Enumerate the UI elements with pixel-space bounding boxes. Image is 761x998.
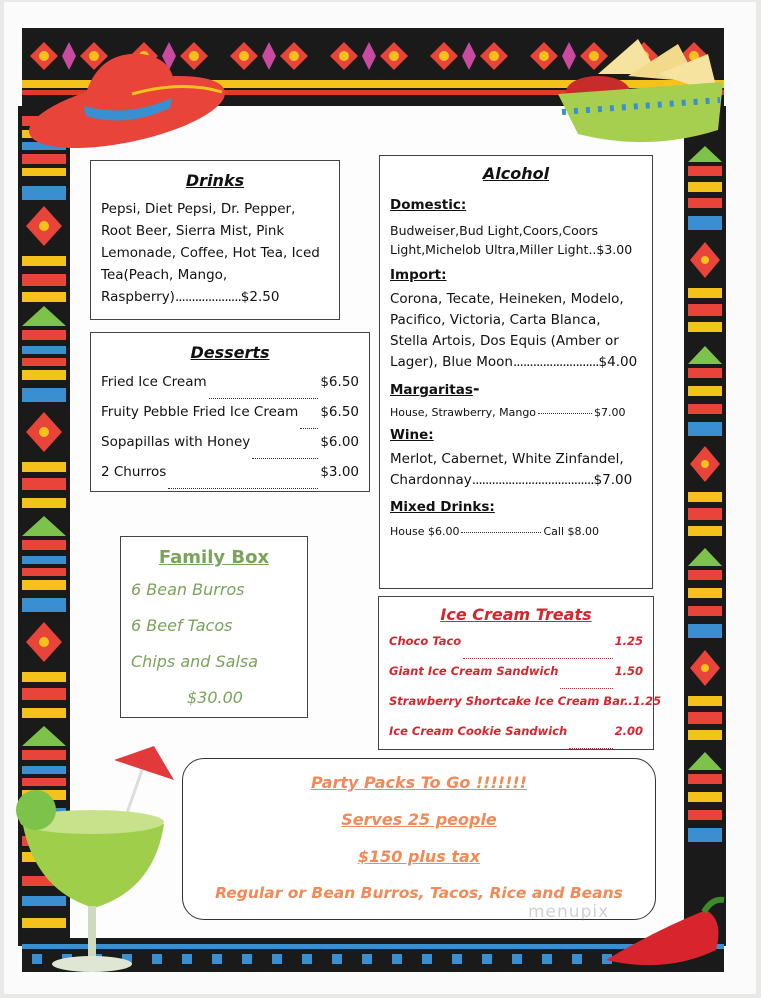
- decorative-border-right: [684, 106, 726, 946]
- family-box-title: Family Box: [158, 547, 270, 568]
- watermark: menupix: [528, 902, 610, 922]
- family-box-price: $30.00: [187, 688, 243, 707]
- family-box-section: [120, 536, 308, 718]
- alcohol-title: Alcohol: [482, 164, 550, 183]
- drinks-list: Pepsi, Diet Pepsi, Dr. Pepper, Root Beer, Sierra Mist, Pink Lemonade, Coffee, Hot Tea, Iced Tea(Peach, Mango, Raspberry)....................$2.50: [101, 201, 320, 305]
- margarita-glass-icon: [14, 740, 184, 975]
- party-packs-serves: Serves 25 people: [341, 810, 497, 829]
- drinks-price: $2.50: [240, 289, 280, 305]
- import-price: $4.00: [598, 354, 638, 370]
- ice-cream-section: [378, 596, 662, 750]
- list-item: Choco Taco 1.25: [389, 634, 643, 664]
- domestic-price: $3.00: [596, 242, 633, 257]
- mixed-drinks-row: House $6.00 Call $8.00: [390, 525, 599, 538]
- desserts-list: [101, 374, 359, 494]
- domestic-label: Domestic:: [390, 197, 467, 213]
- aztec-pattern-right: [684, 106, 726, 946]
- list-item: Ice Cream Cookie Sandwich 2.00: [389, 724, 643, 754]
- drinks-text: Pepsi, Diet Pepsi, Dr. Pepper, Root Beer, Sierra Mist, Pink Lemonade, Coffee, Hot Tea, Iced Tea(Peach, Mango, Raspberry): [101, 201, 320, 305]
- list-item: Chips and Salsa: [131, 652, 259, 671]
- drinks-section: [90, 160, 340, 320]
- party-packs-price: $150 plus tax: [357, 847, 481, 866]
- import-text-block: Corona, Tecate, Heineken, Modelo, Pacifico, Victoria, Carta Blanca, Stella Artois, Dos Equis (Amber or Lager), Blue Moon..........................$4.00: [390, 291, 638, 370]
- domestic-text-block: Budweiser,Bud Light,Coors,Coors Light,Michelob Ultra,Miller Light..$3.00: [390, 223, 633, 257]
- family-box-list: [131, 572, 297, 716]
- list-item: 6 Beef Tacos: [131, 616, 233, 635]
- list-item: 2 Churros $3.00: [101, 464, 359, 494]
- margaritas-row: House, Strawberry, Mango $7.00: [390, 406, 626, 419]
- list-item: Fried Ice Cream $6.50: [101, 374, 359, 404]
- party-packs-contents: Regular or Bean Burros, Tacos, Rice and Beans: [215, 884, 623, 902]
- drinks-title: Drinks: [185, 171, 245, 190]
- party-packs-title: Party Packs To Go !!!!!!!: [311, 773, 527, 792]
- list-item: Fruity Pebble Fried Ice Cream $6.50: [101, 404, 359, 434]
- wine-label: Wine:: [390, 427, 434, 443]
- margaritas-label-row: Margaritas-: [390, 379, 480, 398]
- list-item: Giant Ice Cream Sandwich 1.50: [389, 664, 643, 694]
- party-packs-section: [182, 758, 656, 920]
- wine-price: $7.00: [593, 472, 633, 488]
- sombrero-icon: [22, 40, 232, 160]
- ice-cream-title: Ice Cream Treats: [440, 605, 592, 624]
- desserts-section: [90, 332, 370, 492]
- import-label: Import:: [390, 267, 447, 283]
- list-item: 6 Bean Burros: [131, 580, 245, 599]
- mixed-drinks-label: Mixed Drinks:: [390, 499, 495, 515]
- alcohol-section: [379, 155, 653, 589]
- list-item: Strawberry Shortcake Ice Cream Bar.. 1.25: [389, 694, 662, 708]
- desserts-title: Desserts: [190, 343, 270, 362]
- ice-cream-list: [389, 634, 662, 754]
- wine-text-block: Merlot, Cabernet, White Zinfandel, Chardonnay.....................................$7.00: [390, 451, 633, 488]
- chips-and-salsa-icon: [558, 34, 728, 154]
- margaritas-label: Margaritas: [390, 382, 473, 398]
- list-item: Sopapillas with Honey $6.00: [101, 434, 359, 464]
